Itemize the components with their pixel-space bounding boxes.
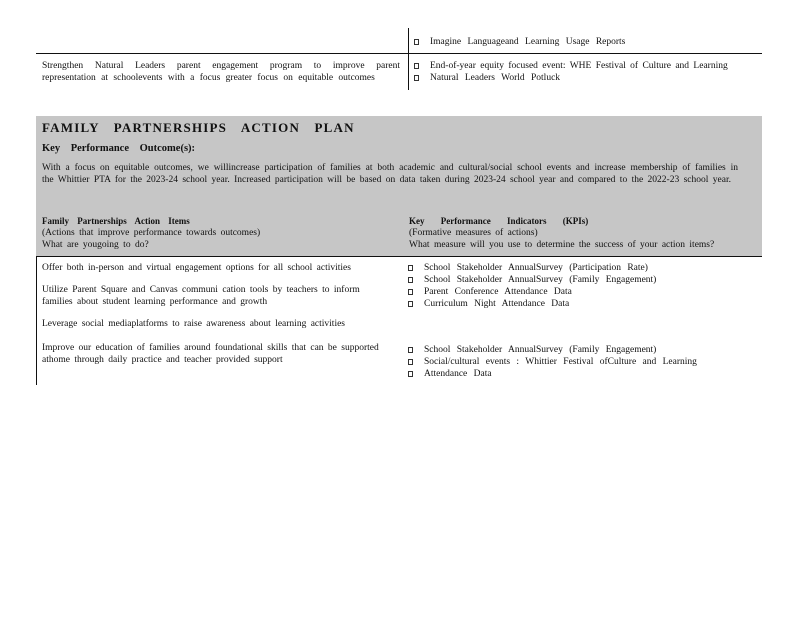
bullet-icon xyxy=(414,39,419,45)
bullet-icon xyxy=(408,277,413,283)
action-item: Utilize Parent Square and Canvas communi cation tools by teachers to inform families about student learning performance and growth xyxy=(42,285,360,307)
row-divider xyxy=(36,53,762,54)
kpi-cell xyxy=(414,60,759,84)
row-divider xyxy=(36,256,762,257)
previous-plan-table xyxy=(36,28,762,90)
list-item: School Stakeholder AnnualSurvey (Participation Rate) xyxy=(408,262,758,274)
bullet-icon xyxy=(414,75,419,81)
kpi-header xyxy=(409,215,759,251)
bullet-icon xyxy=(414,63,419,69)
kpi-group xyxy=(408,262,758,310)
list-item: Curriculum Night Attendance Data xyxy=(408,298,758,310)
plan-header xyxy=(36,116,762,256)
action-plan-table xyxy=(36,256,762,386)
column-title: Family Partnerships Action Items xyxy=(42,216,190,226)
outcome-text: With a focus on equitable outcomes, we willincrease participation of families at both academic and cultural/social school events and increase membership of families in the Whittier PTA for the 2023-24 school year. Increased participation will be based on data taken during 2023-24 school year and compared to the 2022-23 school year. xyxy=(42,163,738,185)
table-left-border xyxy=(36,256,37,385)
column-subtitle: (Actions that improve performance towards outcomes) xyxy=(42,228,261,238)
kpi-cell xyxy=(414,36,759,48)
action-item: Leverage social mediaplatforms to raise awareness about learning activities xyxy=(42,319,345,329)
action-item-text: Strengthen Natural Leaders parent engagement program to improve parent representation at schoolevents with a focus greater focus on equitable outcomes xyxy=(42,61,400,83)
action-item-cell xyxy=(42,60,400,84)
list-item: School Stakeholder AnnualSurvey (Family Engagement) xyxy=(408,344,758,356)
list-item: Parent Conference Attendance Data xyxy=(408,286,758,298)
action-items-column xyxy=(42,262,387,376)
column-question: What are yougoing to do? xyxy=(42,240,149,250)
bullet-icon xyxy=(408,289,413,295)
outcomes-label: Key Performance Outcome(s): xyxy=(42,143,196,154)
plan-title: FAMILY PARTNERSHIPS ACTION PLAN xyxy=(42,120,355,135)
column-title: Key Performance Indicators (KPIs) xyxy=(409,216,589,226)
action-items-header xyxy=(42,215,392,251)
column-question: What measure will you use to determine the success of your action items? xyxy=(409,240,715,250)
bullet-icon xyxy=(408,347,413,353)
bullet-icon xyxy=(408,359,413,365)
action-item: Offer both in-person and virtual engagement options for all school activities xyxy=(42,263,351,273)
list-item: End-of-year equity focused event: WHE Festival of Culture and Learning xyxy=(414,60,759,72)
list-item: School Stakeholder AnnualSurvey (Family Engagement) xyxy=(408,274,758,286)
bullet-icon xyxy=(408,371,413,377)
kpi-group xyxy=(408,344,758,380)
action-item: Improve our education of families around foundational skills that can be supported athome through daily practice and teacher provided support xyxy=(42,343,379,365)
column-subtitle: (Formative measures of actions) xyxy=(409,228,538,238)
bullet-icon xyxy=(408,301,413,307)
column-divider xyxy=(408,28,409,90)
list-item: Imagine Languageand Learning Usage Reports xyxy=(414,36,759,48)
list-item: Natural Leaders World Potluck xyxy=(414,72,759,84)
bullet-icon xyxy=(408,265,413,271)
kpi-column xyxy=(408,262,758,380)
list-item: Social/cultural events : Whittier Festival ofCulture and Learning xyxy=(408,356,758,368)
list-item: Attendance Data xyxy=(408,368,758,380)
